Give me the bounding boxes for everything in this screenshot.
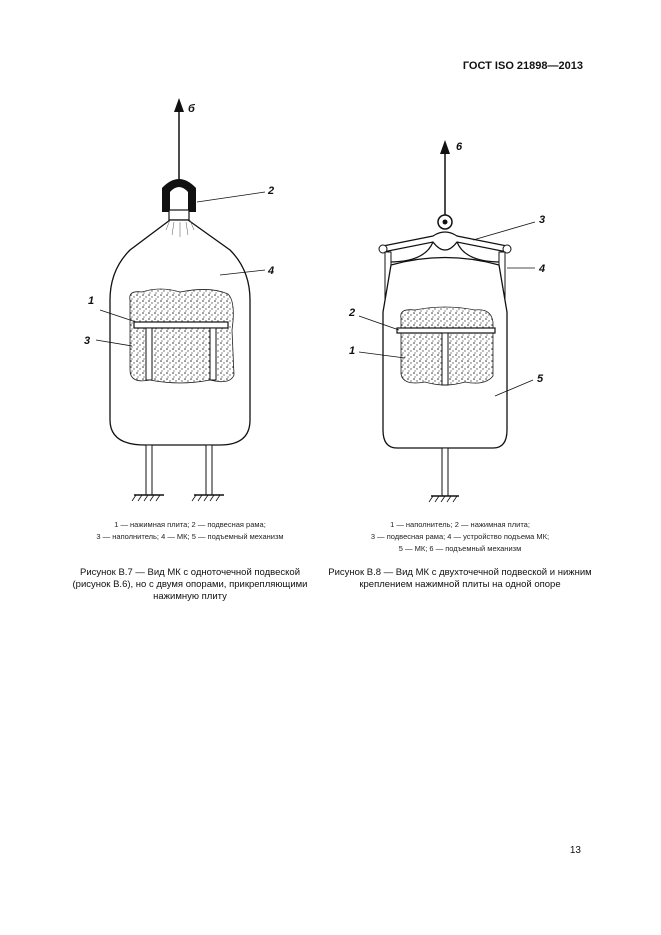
arrow-label: 6 xyxy=(456,141,463,153)
arrow-label: б xyxy=(188,103,195,115)
figure-8-caption: Рисунок В.8 — Вид МК с двухточечной подвеской и нижним креплением нажимной плиты на одной опоре xyxy=(328,567,592,590)
pressure-plate xyxy=(397,328,495,333)
callout-2: 2 xyxy=(349,307,356,319)
callout-5: 5 xyxy=(537,373,544,385)
legend-line: 5 — МК; 6 — подъемный механизм xyxy=(398,544,522,553)
figure-8-drawing xyxy=(335,90,575,510)
callout-2: 2 xyxy=(268,185,275,197)
callout-3: 3 xyxy=(539,214,546,226)
page-number: 13 xyxy=(569,845,581,856)
callout-4: 4 xyxy=(268,265,275,277)
plate-support-right xyxy=(210,328,216,380)
legend-line: 1 — наполнитель; 2 — нажимная плита; xyxy=(390,520,530,529)
plate-support xyxy=(442,333,448,385)
lift-arrow-head xyxy=(174,98,184,112)
figure-8-legend xyxy=(320,519,600,555)
lift-arrow-head xyxy=(440,140,450,154)
figure-7-drawing xyxy=(70,90,300,510)
callout-1: 1 xyxy=(88,295,95,307)
callout-1: 1 xyxy=(349,345,356,357)
suspension-frame xyxy=(383,232,507,252)
legend-line: 3 — наполнитель; 4 — МК; 5 — подъемный механизм xyxy=(96,532,284,541)
support-leg-right xyxy=(206,445,212,495)
support-leg-left xyxy=(146,445,152,495)
legend-line: 3 — подвесная рама; 4 — устройство подъема МК; xyxy=(370,532,550,541)
standard-header: ГОСТ ISO 21898—2013 xyxy=(462,60,583,72)
plate-support-left xyxy=(146,328,152,380)
filler-material xyxy=(130,289,234,383)
pressure-plate xyxy=(134,322,228,328)
support-leg xyxy=(442,448,448,496)
callout-4: 4 xyxy=(539,263,546,275)
figure-7-legend xyxy=(60,519,320,543)
suspension-frame xyxy=(162,179,196,212)
callout-3: 3 xyxy=(84,335,91,347)
frame-clamp xyxy=(169,210,189,220)
figure-7-caption: Рисунок В.7 — Вид МК с одноточечной подвеской (рисунок В.6), но с двумя опорами, прикрепляющими нажимную плиту xyxy=(72,567,308,602)
legend-line: 1 — нажимная плита; 2 — подвесная рама; xyxy=(114,520,266,529)
